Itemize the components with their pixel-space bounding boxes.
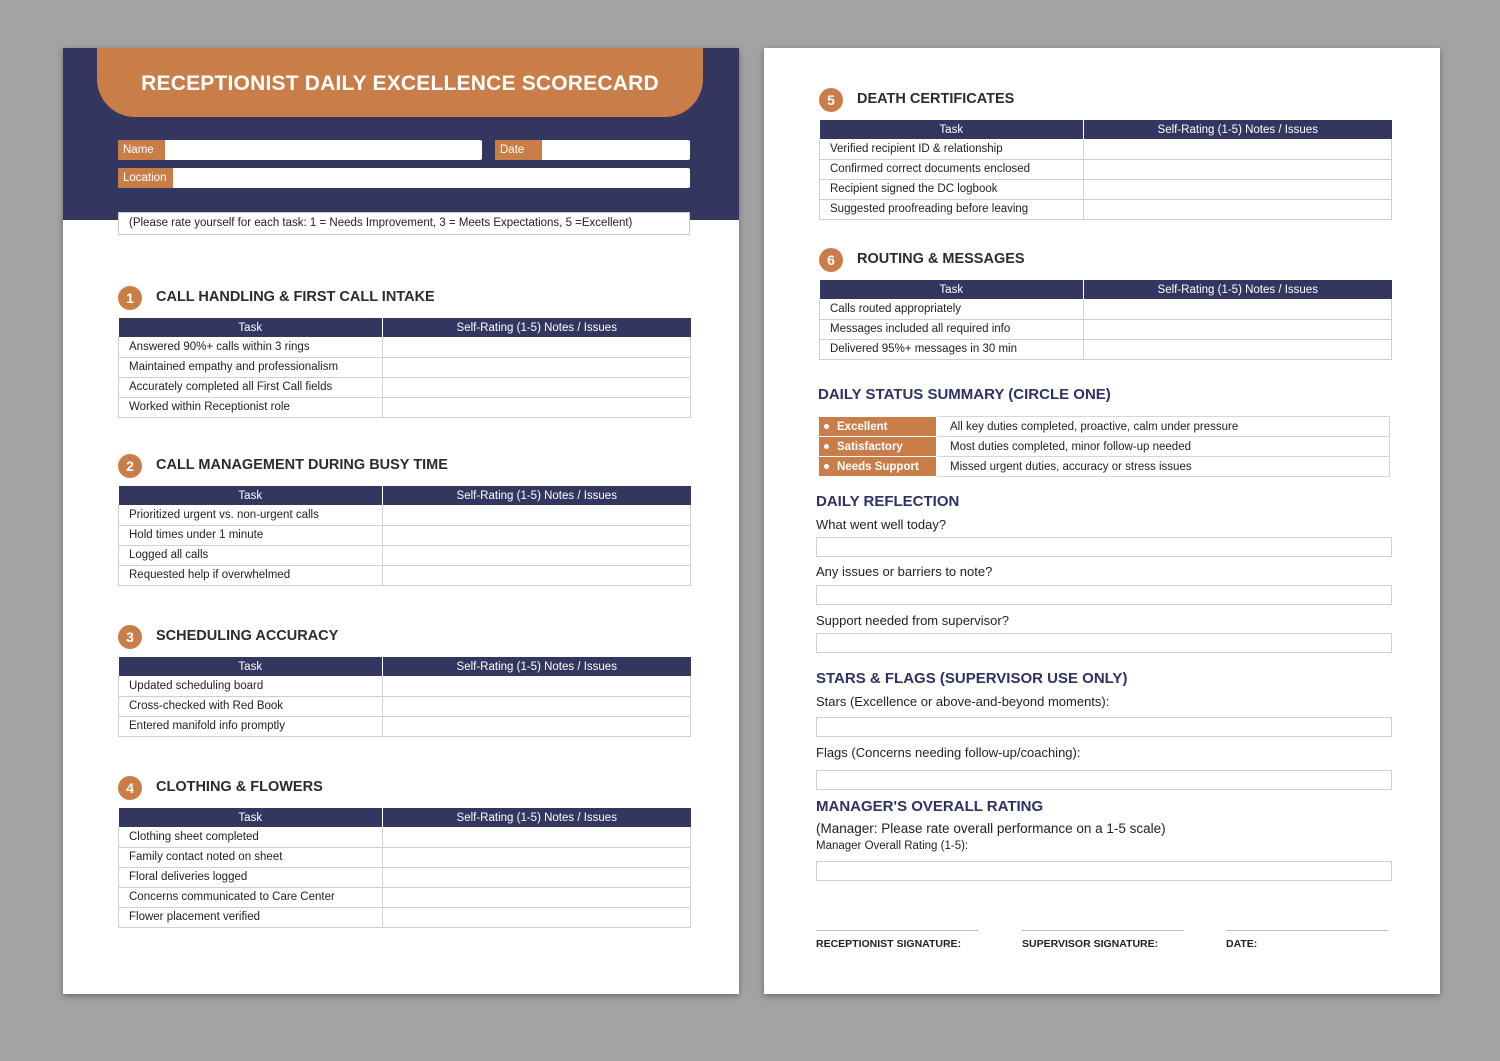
section-number: 5 bbox=[819, 88, 843, 112]
status-summary-heading: DAILY STATUS SUMMARY (CIRCLE ONE) bbox=[818, 386, 1111, 403]
title-banner bbox=[97, 48, 703, 117]
table-row bbox=[119, 847, 691, 867]
table-row bbox=[820, 179, 1392, 199]
rating-cell[interactable] bbox=[1084, 339, 1392, 359]
stars-answer-box[interactable] bbox=[816, 717, 1392, 737]
rating-cell[interactable] bbox=[383, 867, 691, 887]
bullet-icon bbox=[824, 444, 829, 449]
task-header: Task bbox=[119, 318, 383, 337]
section-6-table bbox=[819, 280, 1392, 360]
section-3-heading bbox=[118, 625, 638, 649]
table-row bbox=[119, 397, 691, 417]
status-row[interactable] bbox=[819, 437, 1390, 457]
section-number: 6 bbox=[819, 248, 843, 272]
table-row bbox=[119, 827, 691, 847]
rating-cell[interactable] bbox=[1084, 139, 1392, 159]
section-1-heading bbox=[118, 286, 638, 310]
section-number: 2 bbox=[118, 454, 142, 478]
section-6-heading bbox=[819, 248, 1339, 272]
task-header: Task bbox=[119, 486, 383, 505]
status-row[interactable] bbox=[819, 417, 1390, 437]
table-row bbox=[820, 139, 1392, 159]
task-cell: Verified recipient ID & relationship bbox=[820, 139, 1084, 159]
task-cell: Hold times under 1 minute bbox=[119, 525, 383, 545]
reflection-question: Support needed from supervisor? bbox=[816, 613, 1009, 628]
section-3-table bbox=[118, 657, 691, 737]
task-cell: Recipient signed the DC logbook bbox=[820, 179, 1084, 199]
rating-cell[interactable] bbox=[1084, 299, 1392, 319]
table-row bbox=[820, 319, 1392, 339]
rating-header: Self-Rating (1-5) Notes / Issues bbox=[383, 318, 691, 337]
date-label: Date bbox=[495, 140, 542, 160]
reflection-question: What went well today? bbox=[816, 517, 947, 532]
rating-cell[interactable] bbox=[383, 337, 691, 357]
task-cell: Confirmed correct documents enclosed bbox=[820, 159, 1084, 179]
status-description: Missed urgent duties, accuracy or stress issues bbox=[937, 457, 1390, 477]
rating-header: Self-Rating (1-5) Notes / Issues bbox=[1084, 280, 1392, 299]
table-row bbox=[820, 159, 1392, 179]
rating-header: Self-Rating (1-5) Notes / Issues bbox=[383, 808, 691, 827]
flags-answer-box[interactable] bbox=[816, 770, 1392, 790]
status-description: Most duties completed, minor follow-up needed bbox=[937, 437, 1390, 457]
date-signature-line[interactable] bbox=[1226, 930, 1388, 931]
task-cell: Worked within Receptionist role bbox=[119, 397, 383, 417]
task-cell: Entered manifold info promptly bbox=[119, 716, 383, 736]
section-number: 4 bbox=[118, 776, 142, 800]
name-label: Name bbox=[118, 140, 165, 160]
name-field[interactable] bbox=[118, 140, 482, 160]
task-cell: Answered 90%+ calls within 3 rings bbox=[119, 337, 383, 357]
task-cell: Messages included all required info bbox=[820, 319, 1084, 339]
receptionist-signature-label: RECEPTIONIST SIGNATURE: bbox=[816, 938, 962, 950]
scorecard-page-1 bbox=[63, 48, 739, 994]
section-title: CALL MANAGEMENT DURING BUSY TIME bbox=[156, 457, 448, 473]
rating-cell[interactable] bbox=[383, 907, 691, 927]
section-1-table bbox=[118, 318, 691, 418]
section-title: ROUTING & MESSAGES bbox=[857, 251, 1025, 267]
task-cell: Family contact noted on sheet bbox=[119, 847, 383, 867]
manager-rating-label: Manager Overall Rating (1-5): bbox=[816, 840, 969, 852]
reflection-heading: DAILY REFLECTION bbox=[816, 493, 960, 510]
section-4-table bbox=[118, 808, 691, 928]
table-row bbox=[820, 199, 1392, 219]
reflection-answer-box[interactable] bbox=[816, 633, 1392, 653]
rating-cell[interactable] bbox=[383, 357, 691, 377]
task-header: Task bbox=[820, 280, 1084, 299]
bullet-icon bbox=[824, 464, 829, 469]
table-row bbox=[119, 357, 691, 377]
page-title: RECEPTIONIST DAILY EXCELLENCE SCORECARD bbox=[141, 72, 659, 95]
location-field[interactable] bbox=[118, 168, 690, 188]
section-number: 3 bbox=[118, 625, 142, 649]
rating-cell[interactable] bbox=[383, 696, 691, 716]
task-cell: Requested help if overwhelmed bbox=[119, 565, 383, 585]
rating-cell[interactable] bbox=[383, 827, 691, 847]
status-description: All key duties completed, proactive, calm under pressure bbox=[937, 417, 1390, 437]
manager-rating-heading: MANAGER'S OVERALL RATING bbox=[816, 798, 1044, 815]
table-row bbox=[119, 505, 691, 525]
rating-cell[interactable] bbox=[1084, 179, 1392, 199]
section-2-table bbox=[118, 486, 691, 586]
scorecard-page-2 bbox=[764, 48, 1440, 994]
table-row bbox=[119, 867, 691, 887]
task-header: Task bbox=[820, 120, 1084, 139]
section-title: SCHEDULING ACCURACY bbox=[156, 628, 339, 644]
table-row bbox=[119, 565, 691, 585]
table-row bbox=[820, 339, 1392, 359]
task-cell: Maintained empathy and professionalism bbox=[119, 357, 383, 377]
task-cell: Floral deliveries logged bbox=[119, 867, 383, 887]
manager-rating-box[interactable] bbox=[816, 861, 1392, 881]
date-signature-label: DATE: bbox=[1226, 938, 1258, 950]
task-cell: Concerns communicated to Care Center bbox=[119, 887, 383, 907]
stars-question: Stars (Excellence or above-and-beyond moments): bbox=[816, 694, 1110, 709]
rating-cell[interactable] bbox=[1084, 199, 1392, 219]
supervisor-signature-line[interactable] bbox=[1022, 930, 1184, 931]
manager-instruction: (Manager: Please rate overall performance on a 1-5 scale) bbox=[816, 821, 1166, 836]
section-5-heading bbox=[819, 88, 1339, 112]
rating-cell[interactable] bbox=[383, 545, 691, 565]
section-title: DEATH CERTIFICATES bbox=[857, 91, 1015, 107]
task-cell: Accurately completed all First Call fields bbox=[119, 377, 383, 397]
section-4-heading bbox=[118, 776, 638, 800]
rating-cell[interactable] bbox=[1084, 159, 1392, 179]
status-label: Satisfactory bbox=[819, 437, 937, 457]
task-cell: Cross-checked with Red Book bbox=[119, 696, 383, 716]
table-row bbox=[119, 545, 691, 565]
task-header: Task bbox=[119, 808, 383, 827]
receptionist-signature-line[interactable] bbox=[816, 930, 978, 931]
rating-cell[interactable] bbox=[383, 887, 691, 907]
rating-instructions: (Please rate yourself for each task: 1 = Needs Improvement, 3 = Meets Expectations, 5 =Excellent) bbox=[118, 212, 690, 235]
flags-question: Flags (Concerns needing follow-up/coaching): bbox=[816, 745, 1081, 760]
rating-cell[interactable] bbox=[383, 377, 691, 397]
task-header: Task bbox=[119, 657, 383, 676]
reflection-answer-box[interactable] bbox=[816, 585, 1392, 605]
rating-header: Self-Rating (1-5) Notes / Issues bbox=[383, 657, 691, 676]
table-row bbox=[119, 696, 691, 716]
table-row bbox=[119, 525, 691, 545]
section-title: CALL HANDLING & FIRST CALL INTAKE bbox=[156, 289, 435, 305]
location-label: Location bbox=[118, 168, 173, 188]
stars-flags-heading: STARS & FLAGS (SUPERVISOR USE ONLY) bbox=[816, 670, 1128, 687]
rating-cell[interactable] bbox=[383, 505, 691, 525]
table-row bbox=[119, 887, 691, 907]
task-cell: Calls routed appropriately bbox=[820, 299, 1084, 319]
date-field[interactable] bbox=[495, 140, 690, 160]
rating-cell[interactable] bbox=[383, 565, 691, 585]
rating-cell[interactable] bbox=[383, 397, 691, 417]
task-cell: Flower placement verified bbox=[119, 907, 383, 927]
table-row bbox=[119, 907, 691, 927]
reflection-question: Any issues or barriers to note? bbox=[816, 564, 993, 579]
reflection-answer-box[interactable] bbox=[816, 537, 1392, 557]
status-label: Excellent bbox=[819, 417, 937, 437]
table-row bbox=[820, 299, 1392, 319]
task-cell: Delivered 95%+ messages in 30 min bbox=[820, 339, 1084, 359]
status-label: Needs Support bbox=[819, 457, 937, 477]
table-row bbox=[119, 676, 691, 696]
rating-cell[interactable] bbox=[1084, 319, 1392, 339]
task-cell: Suggested proofreading before leaving bbox=[820, 199, 1084, 219]
task-cell: Prioritized urgent vs. non-urgent calls bbox=[119, 505, 383, 525]
supervisor-signature-label: SUPERVISOR SIGNATURE: bbox=[1022, 938, 1159, 950]
status-summary-table bbox=[818, 416, 1390, 477]
rating-cell[interactable] bbox=[383, 525, 691, 545]
bullet-icon bbox=[824, 424, 829, 429]
rating-cell[interactable] bbox=[383, 847, 691, 867]
section-title: CLOTHING & FLOWERS bbox=[156, 779, 323, 795]
rating-header: Self-Rating (1-5) Notes / Issues bbox=[1084, 120, 1392, 139]
table-row bbox=[119, 337, 691, 357]
task-cell: Logged all calls bbox=[119, 545, 383, 565]
table-row bbox=[119, 716, 691, 736]
table-row bbox=[119, 377, 691, 397]
rating-header: Self-Rating (1-5) Notes / Issues bbox=[383, 486, 691, 505]
task-cell: Updated scheduling board bbox=[119, 676, 383, 696]
rating-cell[interactable] bbox=[383, 716, 691, 736]
rating-cell[interactable] bbox=[383, 676, 691, 696]
section-2-heading bbox=[118, 454, 638, 478]
task-cell: Clothing sheet completed bbox=[119, 827, 383, 847]
status-row[interactable] bbox=[819, 457, 1390, 477]
section-number: 1 bbox=[118, 286, 142, 310]
section-5-table bbox=[819, 120, 1392, 220]
